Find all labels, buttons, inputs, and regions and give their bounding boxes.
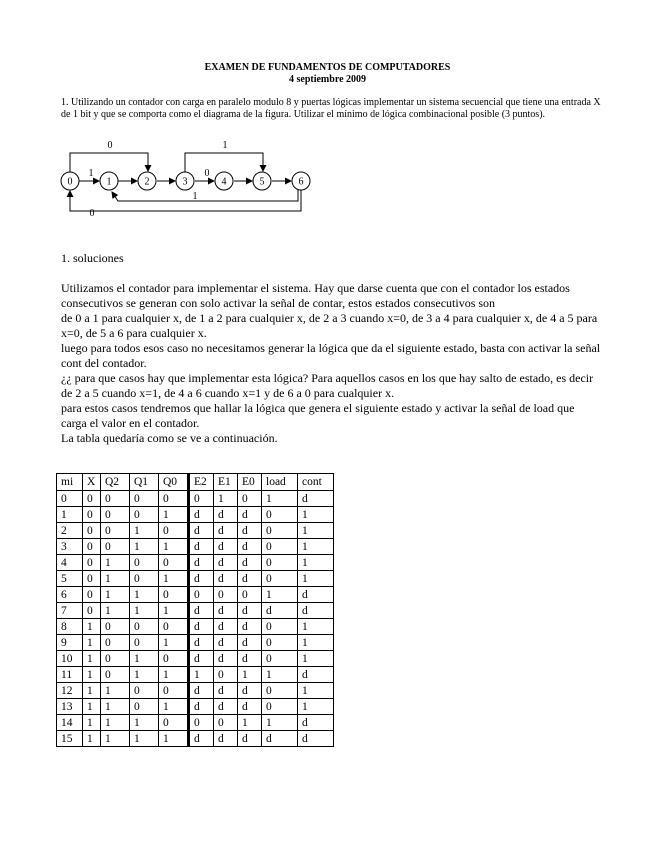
- cell-e1: d: [214, 507, 238, 523]
- cell-load: 0: [262, 539, 298, 555]
- cell-load: 0: [262, 571, 298, 587]
- cell-cont: d: [298, 731, 334, 747]
- state-5-label: 5: [259, 176, 265, 188]
- cell-e0: d: [238, 523, 262, 539]
- table-row: [57, 715, 334, 731]
- table-row: [57, 555, 334, 571]
- state-1-label: 1: [106, 176, 112, 188]
- cell-q2: 1: [101, 571, 130, 587]
- table-row: [57, 571, 334, 587]
- cell-e2: 1: [189, 667, 214, 683]
- cell-cont: 1: [298, 555, 334, 571]
- cell-e0: 1: [238, 715, 262, 731]
- cell-x: 1: [83, 731, 101, 747]
- cell-cont: d: [298, 603, 334, 619]
- cell-x: 1: [83, 651, 101, 667]
- cell-x: 0: [83, 603, 101, 619]
- table-row: [57, 603, 334, 619]
- arc-label-3-4: 0: [204, 168, 210, 179]
- cell-cont: 1: [298, 571, 334, 587]
- state-4-label: 4: [221, 176, 227, 188]
- header-mi: mi: [57, 474, 83, 491]
- cell-e1: d: [214, 683, 238, 699]
- cell-mi: 12: [57, 683, 83, 699]
- cell-q1: 0: [130, 683, 159, 699]
- cell-q2: 1: [101, 555, 130, 571]
- cell-cont: 1: [298, 539, 334, 555]
- cell-e2: d: [189, 699, 214, 715]
- cell-load: 1: [262, 667, 298, 683]
- cell-x: 1: [83, 635, 101, 651]
- cell-load: 0: [262, 683, 298, 699]
- cell-q2: 1: [101, 683, 130, 699]
- cell-e1: d: [214, 699, 238, 715]
- cell-e0: d: [238, 555, 262, 571]
- table-row: [57, 491, 334, 507]
- cell-e0: 1: [238, 667, 262, 683]
- cell-e0: d: [238, 571, 262, 587]
- cell-q0: 1: [159, 603, 189, 619]
- cell-q0: 0: [159, 683, 189, 699]
- cell-e0: d: [238, 651, 262, 667]
- cell-x: 0: [83, 555, 101, 571]
- arc-0-2-top: [70, 153, 148, 172]
- solution-text: [61, 281, 601, 446]
- cell-e1: d: [214, 731, 238, 747]
- question-text: 1. Utilizando un contador con carga en paralelo modulo 8 y puertas lógicas implementar un sistema secuencial que tiene una entrada X de 1 bit y que se comporta como el diagrama de la figura. Utilizar el mínimo de lógica combinacional posible (3 puntos).: [61, 97, 601, 120]
- solution-line: para estos casos tendremos que hallar la lógica que genera el siguiente estado y activar la señal de load que carga el valor en el contador.: [61, 401, 575, 430]
- cell-mi: 2: [57, 523, 83, 539]
- cell-e1: d: [214, 539, 238, 555]
- cell-mi: 1: [57, 507, 83, 523]
- cell-e0: d: [238, 603, 262, 619]
- cell-cont: 1: [298, 651, 334, 667]
- cell-q1: 1: [130, 667, 159, 683]
- cell-x: 0: [83, 587, 101, 603]
- state-2-label: 2: [144, 176, 150, 188]
- cell-q1: 1: [130, 603, 159, 619]
- cell-q0: 1: [159, 699, 189, 715]
- cell-x: 1: [83, 619, 101, 635]
- cell-mi: 10: [57, 651, 83, 667]
- cell-mi: 4: [57, 555, 83, 571]
- cell-x: 0: [83, 523, 101, 539]
- state-6-label: 6: [298, 176, 304, 188]
- cell-q2: 0: [101, 619, 130, 635]
- cell-x: 1: [83, 683, 101, 699]
- cell-q2: 1: [101, 587, 130, 603]
- cell-cont: 1: [298, 619, 334, 635]
- solution-heading: 1. soluciones: [61, 251, 124, 265]
- arc-label-top-0: 0: [107, 140, 113, 151]
- cell-e2: d: [189, 539, 214, 555]
- arc-label-top-1: 1: [222, 140, 228, 151]
- cell-e0: d: [238, 731, 262, 747]
- cell-load: 1: [262, 491, 298, 507]
- cell-q2: 1: [101, 603, 130, 619]
- cell-q1: 0: [130, 555, 159, 571]
- exam-title: EXAMEN DE FUNDAMENTOS DE COMPUTADORES: [204, 62, 451, 73]
- cell-q0: 0: [159, 715, 189, 731]
- cell-mi: 9: [57, 635, 83, 651]
- cell-e1: d: [214, 555, 238, 571]
- arc-6-1: [112, 190, 298, 201]
- cell-e2: d: [189, 683, 214, 699]
- cell-mi: 15: [57, 731, 83, 747]
- arc-3-5-top: [185, 153, 263, 172]
- cell-q1: 0: [130, 619, 159, 635]
- cell-e2: d: [189, 731, 214, 747]
- cell-e2: 0: [189, 715, 214, 731]
- cell-q0: 1: [159, 635, 189, 651]
- cell-q2: 0: [101, 491, 130, 507]
- table-row: [57, 523, 334, 539]
- cell-q0: 0: [159, 491, 189, 507]
- cell-x: 0: [83, 491, 101, 507]
- cell-e1: d: [214, 603, 238, 619]
- cell-e0: d: [238, 507, 262, 523]
- cell-e2: d: [189, 619, 214, 635]
- table-row: [57, 683, 334, 699]
- cell-cont: 1: [298, 699, 334, 715]
- cell-e1: d: [214, 651, 238, 667]
- cell-e2: d: [189, 555, 214, 571]
- table-row: [57, 539, 334, 555]
- cell-load: 0: [262, 635, 298, 651]
- arc-label-6-1: 1: [192, 191, 198, 202]
- solution-line: luego para todos esos caso no necesitamos generar la lógica que da el siguiente estado, basta con activar la señal cont del contador.: [61, 341, 601, 370]
- cell-q1: 1: [130, 587, 159, 603]
- cell-load: d: [262, 603, 298, 619]
- truth-table: [56, 473, 334, 747]
- cell-mi: 3: [57, 539, 83, 555]
- cell-cont: 1: [298, 683, 334, 699]
- cell-q0: 0: [159, 619, 189, 635]
- cell-cont: 1: [298, 635, 334, 651]
- solution-line: de 0 a 1 para cualquier x, de 1 a 2 para cualquier x, de 2 a 3 cuando x=0, de 3 a 4 para cualquier x, de 4 a 5 para x=0, de 5 a 6 para cualquier x.: [61, 311, 598, 340]
- table-row: [57, 587, 334, 603]
- cell-q1: 0: [130, 699, 159, 715]
- cell-q0: 0: [159, 651, 189, 667]
- cell-q0: 1: [159, 667, 189, 683]
- cell-e0: d: [238, 635, 262, 651]
- table-row: [57, 731, 334, 747]
- cell-e0: d: [238, 683, 262, 699]
- cell-x: 1: [83, 699, 101, 715]
- cell-load: 0: [262, 651, 298, 667]
- cell-mi: 6: [57, 587, 83, 603]
- cell-q1: 0: [130, 491, 159, 507]
- table-row: [57, 667, 334, 683]
- solution-line: ¿¿ para que casos hay que implementar esta lógica? Para aquellos casos en los que hay salto de estado, es decir: [61, 371, 594, 385]
- cell-q2: 0: [101, 539, 130, 555]
- cell-load: 0: [262, 507, 298, 523]
- cell-load: 0: [262, 523, 298, 539]
- header-x: X: [83, 474, 101, 491]
- cell-x: 1: [83, 667, 101, 683]
- cell-q1: 0: [130, 635, 159, 651]
- cell-mi: 8: [57, 619, 83, 635]
- table-row: [57, 651, 334, 667]
- cell-mi: 0: [57, 491, 83, 507]
- cell-load: 0: [262, 699, 298, 715]
- cell-load: d: [262, 731, 298, 747]
- header-load: load: [262, 474, 298, 491]
- solution-line: La tabla quedaría como se ve a continuación.: [61, 431, 278, 445]
- cell-e0: d: [238, 619, 262, 635]
- header-e1: E1: [214, 474, 238, 491]
- cell-e1: 0: [214, 715, 238, 731]
- cell-cont: 1: [298, 507, 334, 523]
- cell-q2: 0: [101, 507, 130, 523]
- cell-cont: 1: [298, 523, 334, 539]
- table-row: [57, 619, 334, 635]
- header-q0: Q0: [159, 474, 189, 491]
- cell-q2: 0: [101, 635, 130, 651]
- cell-e0: d: [238, 539, 262, 555]
- cell-q2: 0: [101, 523, 130, 539]
- arc-label-6-0: 0: [89, 208, 95, 219]
- cell-q1: 1: [130, 715, 159, 731]
- solution-line: Utilizamos el contador para implementar el sistema. Hay que darse cuenta que con el contador los estados consecutivos se generan con solo activar la señal de contar, estos estados consecutivos son: [61, 281, 570, 310]
- table-row: [57, 635, 334, 651]
- state-3-label: 3: [182, 176, 188, 188]
- cell-e1: 1: [214, 491, 238, 507]
- cell-q2: 1: [101, 715, 130, 731]
- cell-q1: 1: [130, 651, 159, 667]
- header-cont: cont: [298, 474, 334, 491]
- cell-cont: d: [298, 491, 334, 507]
- exam-date: 4 septiembre 2009: [288, 74, 367, 85]
- cell-q0: 0: [159, 555, 189, 571]
- cell-e1: 0: [214, 587, 238, 603]
- cell-e1: d: [214, 619, 238, 635]
- cell-load: 0: [262, 555, 298, 571]
- cell-mi: 13: [57, 699, 83, 715]
- cell-e1: d: [214, 523, 238, 539]
- cell-x: 0: [83, 571, 101, 587]
- cell-q1: 1: [130, 523, 159, 539]
- cell-e2: d: [189, 507, 214, 523]
- cell-q0: 1: [159, 731, 189, 747]
- cell-q0: 1: [159, 571, 189, 587]
- cell-load: 1: [262, 715, 298, 731]
- cell-q1: 1: [130, 731, 159, 747]
- cell-cont: d: [298, 667, 334, 683]
- cell-q2: 1: [101, 731, 130, 747]
- cell-mi: 5: [57, 571, 83, 587]
- state-0-label: 0: [67, 176, 73, 188]
- header-q2: Q2: [101, 474, 130, 491]
- cell-x: 0: [83, 539, 101, 555]
- state-diagram: [55, 135, 325, 220]
- header-q1: Q1: [130, 474, 159, 491]
- cell-e2: d: [189, 603, 214, 619]
- cell-x: 1: [83, 715, 101, 731]
- cell-load: 0: [262, 619, 298, 635]
- cell-e2: d: [189, 651, 214, 667]
- arc-label-0-1: 1: [88, 168, 94, 179]
- table-row: [57, 507, 334, 523]
- cell-q2: 0: [101, 651, 130, 667]
- table-row: [57, 699, 334, 715]
- cell-e2: 0: [189, 587, 214, 603]
- cell-e0: d: [238, 699, 262, 715]
- cell-q2: 1: [101, 699, 130, 715]
- cell-q1: 0: [130, 507, 159, 523]
- cell-e2: d: [189, 571, 214, 587]
- cell-q0: 1: [159, 539, 189, 555]
- cell-q2: 0: [101, 667, 130, 683]
- cell-e1: 0: [214, 667, 238, 683]
- solution-line: de 2 a 5 cuando x=1, de 4 a 6 cuando x=1 y de 6 a 0 para cualquier x.: [61, 386, 395, 400]
- cell-e0: 0: [238, 587, 262, 603]
- cell-mi: 11: [57, 667, 83, 683]
- cell-mi: 7: [57, 603, 83, 619]
- cell-q1: 0: [130, 571, 159, 587]
- cell-mi: 14: [57, 715, 83, 731]
- cell-cont: d: [298, 715, 334, 731]
- table-header-row: [57, 474, 334, 491]
- cell-load: 1: [262, 587, 298, 603]
- cell-e1: d: [214, 571, 238, 587]
- header-e0: E0: [238, 474, 262, 491]
- cell-e2: 0: [189, 491, 214, 507]
- cell-q1: 1: [130, 539, 159, 555]
- cell-x: 0: [83, 507, 101, 523]
- cell-e1: d: [214, 635, 238, 651]
- header-e2: E2: [189, 474, 214, 491]
- cell-q0: 0: [159, 587, 189, 603]
- cell-e0: 0: [238, 491, 262, 507]
- cell-q0: 0: [159, 523, 189, 539]
- cell-q0: 1: [159, 507, 189, 523]
- cell-e2: d: [189, 635, 214, 651]
- cell-cont: d: [298, 587, 334, 603]
- cell-e2: d: [189, 523, 214, 539]
